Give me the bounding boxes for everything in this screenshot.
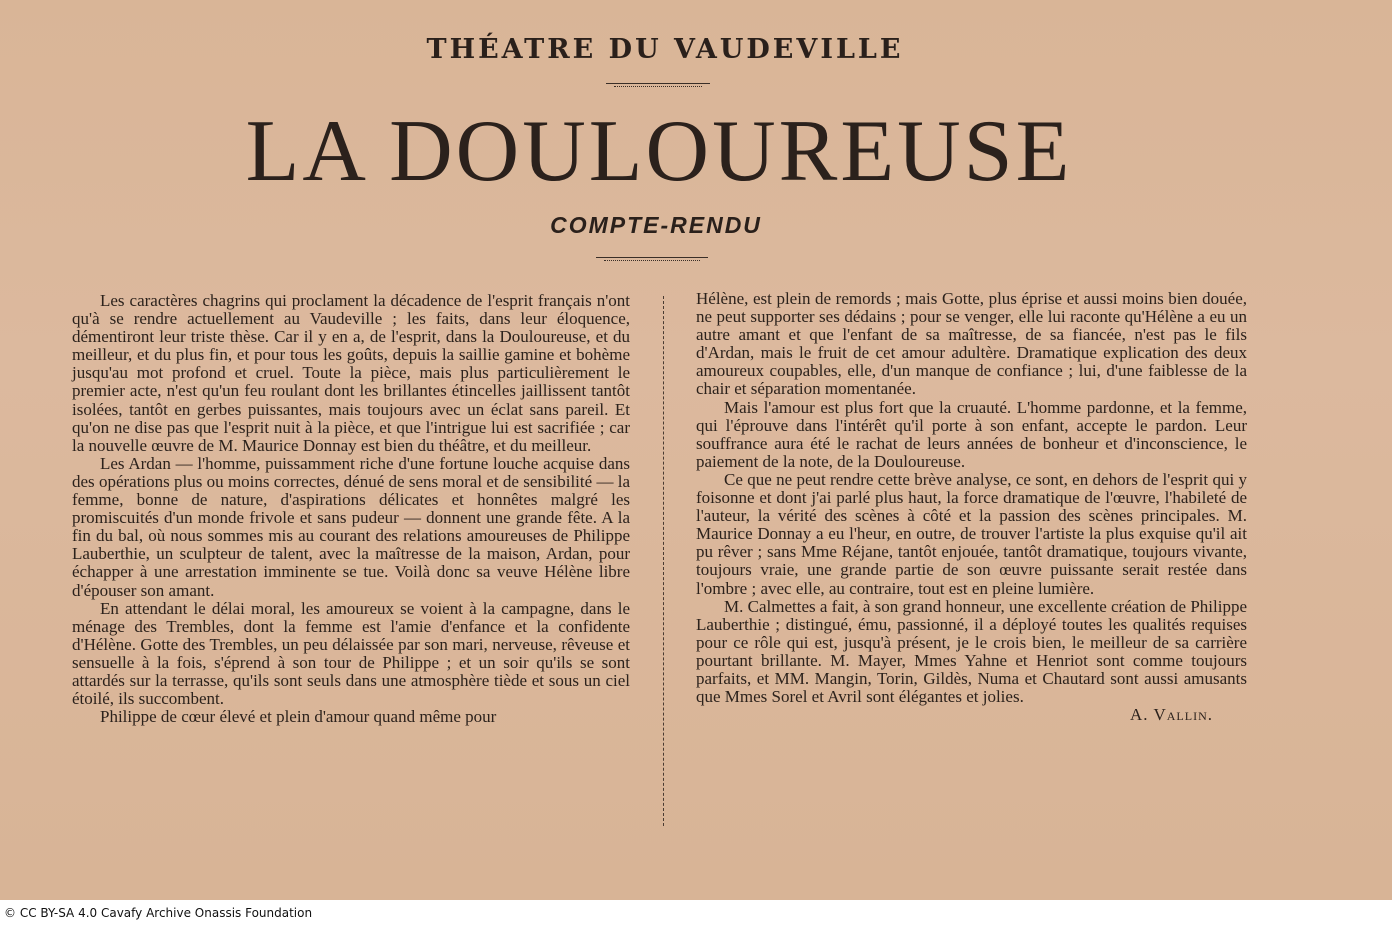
left-column xyxy=(72,292,630,726)
right-column xyxy=(696,290,1247,724)
paragraph: Philippe de cœur élevé et plein d'amour quand même pour xyxy=(100,707,497,727)
copyright-credit: © CC BY-SA 4.0 Cavafy Archive Onassis Foundation xyxy=(4,906,313,920)
paragraph: Les Ardan — l'homme, puissamment riche d'une fortune louche acquise dans des opérations plus ou moins correctes, dénué de sens moral et de sensibilité — la femme, bonne de nature, d'aspirations délicates et honnêtes malgré les promiscuités d'un monde frivole et sans pudeur — donnent une grande fête. A la fin du bal, où nous sommes mis au courant des relations amoureuses de Philippe Lauberthie, un sculpteur de talent, avec la maîtresse de la maison, Ardan, pour échapper à une arrestation imminente se tue. Voilà donc sa veuve Hélène libre d'épouser son amant. xyxy=(72,453,630,600)
author-signature: A. Vallin. xyxy=(1130,705,1213,725)
ornamental-rule xyxy=(604,260,700,261)
paragraph: Ce que ne peut rendre cette brève analyse, ce sont, en dehors de l'esprit qui y foisonne et dont j'ai parlé plus haut, la force dramatique de l'œuvre, l'habileté de l'auteur, la vérité des scènes à côté et la passion des scènes principales. M. Maurice Donnay a eu l'heur, en outre, de trouver l'artiste la plus exquise qu'il ait pu rêver ; sans Mme Réjane, tantôt enjouée, tantôt dramatique, toujours vivante, toujours vraie, une grande partie de son œuvre puissante serait restée dans l'ombre ; avec elle, au contraire, tout est en pleine lumière. xyxy=(696,469,1247,598)
ornamental-rule xyxy=(614,86,702,87)
paragraph: En attendant le délai moral, les amoureux se voient à la campagne, dans le ménage des Trembles, dont la femme est l'amie d'enfance et la confidente d'Hélène. Gotte des Trembles, un peu délaissée par son mari, nerveuse, rêveuse et sensuelle à la fois, s'éprend à son tour de Philippe ; et un soir qu'ils se sont attardés sur la terrasse, qu'ils sont seuls dans une atmosphère tiède et sous un ciel étoilé, ils succombent. xyxy=(72,598,630,709)
ornamental-rule xyxy=(596,257,708,258)
ornamental-rule xyxy=(606,83,710,84)
paragraph: M. Calmettes a fait, à son grand honneur, une excellente création de Philippe Lauberthie ; distingué, ému, passionné, il a déployé toutes les qualités requises pour ce rôle qui est, jusqu'à présent, je le crois bien, le meilleur de sa carrière pourtant brillante. M. Mayer, Mmes Yahne et Henriot sont comme toujours parfaits, et MM. Mangin, Torin, Gildès, Numa et Chautard sont aussi amusants que Mmes Sorel et Avril sont élégantes et jolies. xyxy=(696,596,1247,707)
paragraph: Mais l'amour est plus fort que la cruauté. L'homme pardonne, et la femme, qui l'éprouve dans l'intérêt qu'il porte à son enfant, accepte le pardon. Leur souffrance aura été le rachat de leurs années de bonheur et d'inconscience, le paiement de la note, de la Douloureuse. xyxy=(696,397,1247,471)
paragraph: Hélène, est plein de remords ; mais Gotte, plus éprise et aussi moins bien douée, ne peut supporter ses dédains ; pour se venger, elle lui raconte qu'Hélène a eu un autre amant et que l'enfant de sa maîtresse, de sa fiancée, n'est pas le fils d'Ardan, mais le fruit de cet amour adultère. Dramatique explication des deux amoureux coupables, elle, d'un manque de confiance ; lui, d'une faiblesse de la chair et séparation momentanée. xyxy=(696,289,1247,399)
theatre-name: THÉATRE DU VAUDEVILLE xyxy=(426,34,904,65)
column-divider xyxy=(663,296,664,826)
section-subtitle: COMPTE-RENDU xyxy=(550,212,762,238)
play-title: LA DOULOUREUSE xyxy=(245,103,1073,200)
paragraph: Les caractères chagrins qui proclament la décadence de l'esprit français n'ont qu'à se rendre actuellement au Vaudeville ; les faits, dans leur éloquence, démentiront leur triste thèse. Car il y en a, de l'esprit, dans la Douloureuse, et du meilleur, et du plus fin, et pour tous les goûts, depuis la saillie gamine et bohème jusqu'au mot profond et cruel. Toute la pièce, mais plus particulièrement le premier acte, n'est qu'un feu roulant dont les brillantes étincelles jaillissent tantôt isolées, tantôt en gerbes puissantes, mais toujours avec un éclat sans pareil. Et qu'on ne dise pas que l'esprit nuit à la pièce, et que l'intrigue lui est sacrifiée ; car la nouvelle œuvre de M. Maurice Donnay est bien du théâtre, et du meilleur. xyxy=(72,291,630,455)
